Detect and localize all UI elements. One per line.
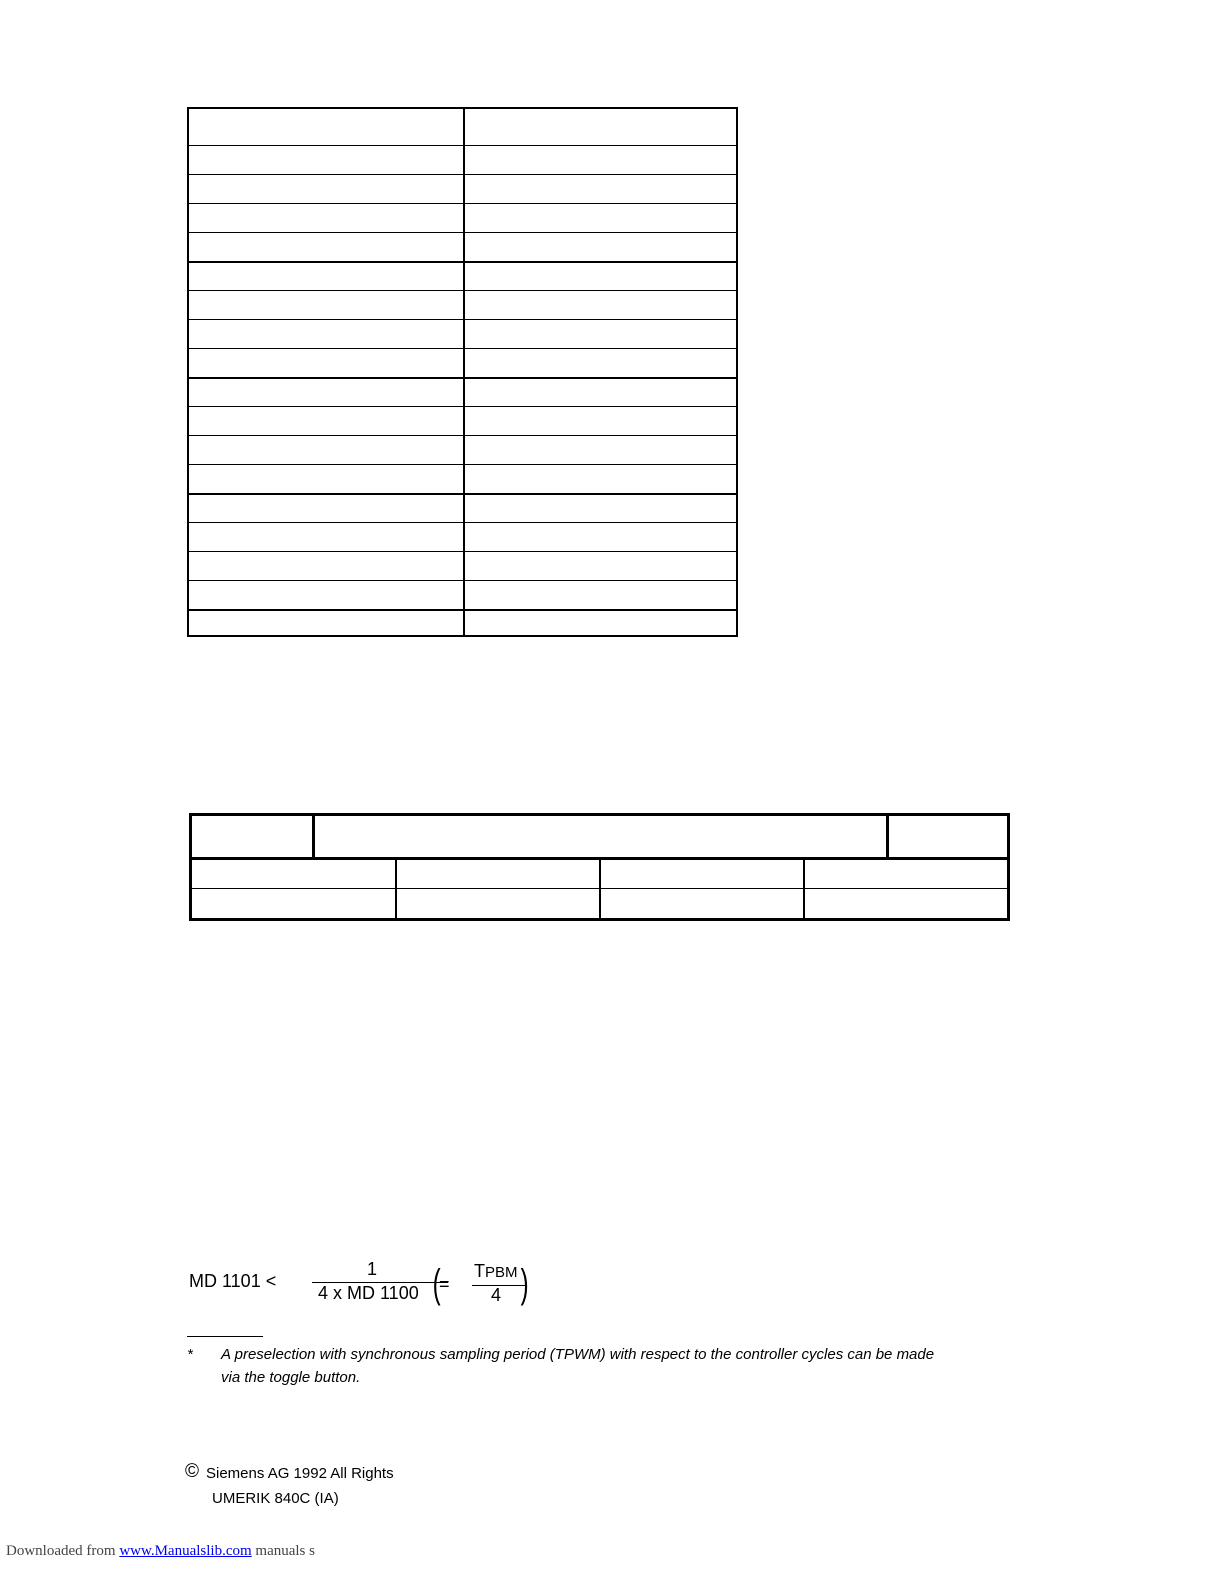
table-2-column-divider — [599, 860, 601, 918]
formula-right-paren: ) — [520, 1262, 529, 1306]
manualslib-link[interactable]: www.Manualslib.com — [119, 1543, 252, 1559]
footnote-marker: * — [187, 1346, 193, 1363]
table-1-row-line — [189, 261, 736, 263]
table-1-row-line — [189, 580, 736, 581]
banner-prefix: Downloaded from — [6, 1543, 116, 1559]
table-2-header-divider — [886, 816, 889, 857]
formula-t-denominator: 4 — [491, 1285, 502, 1305]
footnote-line-2: via the toggle button. — [221, 1369, 361, 1386]
formula-t-subscript: PBM — [485, 1264, 518, 1281]
table-1-row-line — [189, 203, 736, 204]
footnote-line-1: A preselection with synchronous sampling period (TPWM) with respect to the controller cycles can be made — [221, 1346, 935, 1363]
table-1-column-divider — [463, 109, 465, 635]
table-1-row-line — [189, 551, 736, 552]
download-banner — [6, 1543, 315, 1560]
formula-t-main: T — [474, 1261, 485, 1281]
table-1-row-line — [189, 435, 736, 436]
banner-suffix: manuals s — [255, 1543, 315, 1559]
formula-numerator: 1 — [367, 1259, 378, 1279]
empty-table-2 — [189, 813, 1010, 921]
table-1-row-line — [189, 464, 736, 465]
table-1-row-line — [189, 174, 736, 175]
formula-equals: = — [439, 1274, 450, 1294]
table-1-row-line — [189, 377, 736, 379]
table-1-row-line — [189, 522, 736, 523]
formula-lhs: MD 1101 < — [189, 1271, 277, 1291]
empty-table-1 — [187, 107, 738, 637]
table-1-row-line — [189, 319, 736, 320]
formula-denominator: 4 x MD 1100 — [318, 1283, 419, 1303]
table-1-row-line — [189, 493, 736, 495]
copyright-line-1: Siemens AG 1992 All Rights — [206, 1465, 394, 1482]
table-2-column-divider — [803, 860, 805, 918]
table-1-row-line — [189, 348, 736, 349]
copyright-line-2: UMERIK 840C (IA) — [212, 1490, 339, 1507]
formula-left-paren: ( — [432, 1262, 441, 1306]
table-2-header-divider — [312, 816, 315, 857]
table-1-row-line — [189, 232, 736, 233]
table-1-row-line — [189, 145, 736, 146]
table-1-row-line — [189, 406, 736, 407]
copyright-symbol: © — [185, 1461, 199, 1482]
formula-t — [474, 1261, 518, 1282]
footnote-rule — [187, 1336, 263, 1337]
table-1-row-line — [189, 290, 736, 291]
table-2-column-divider — [395, 860, 397, 918]
table-1-row-line — [189, 609, 736, 611]
